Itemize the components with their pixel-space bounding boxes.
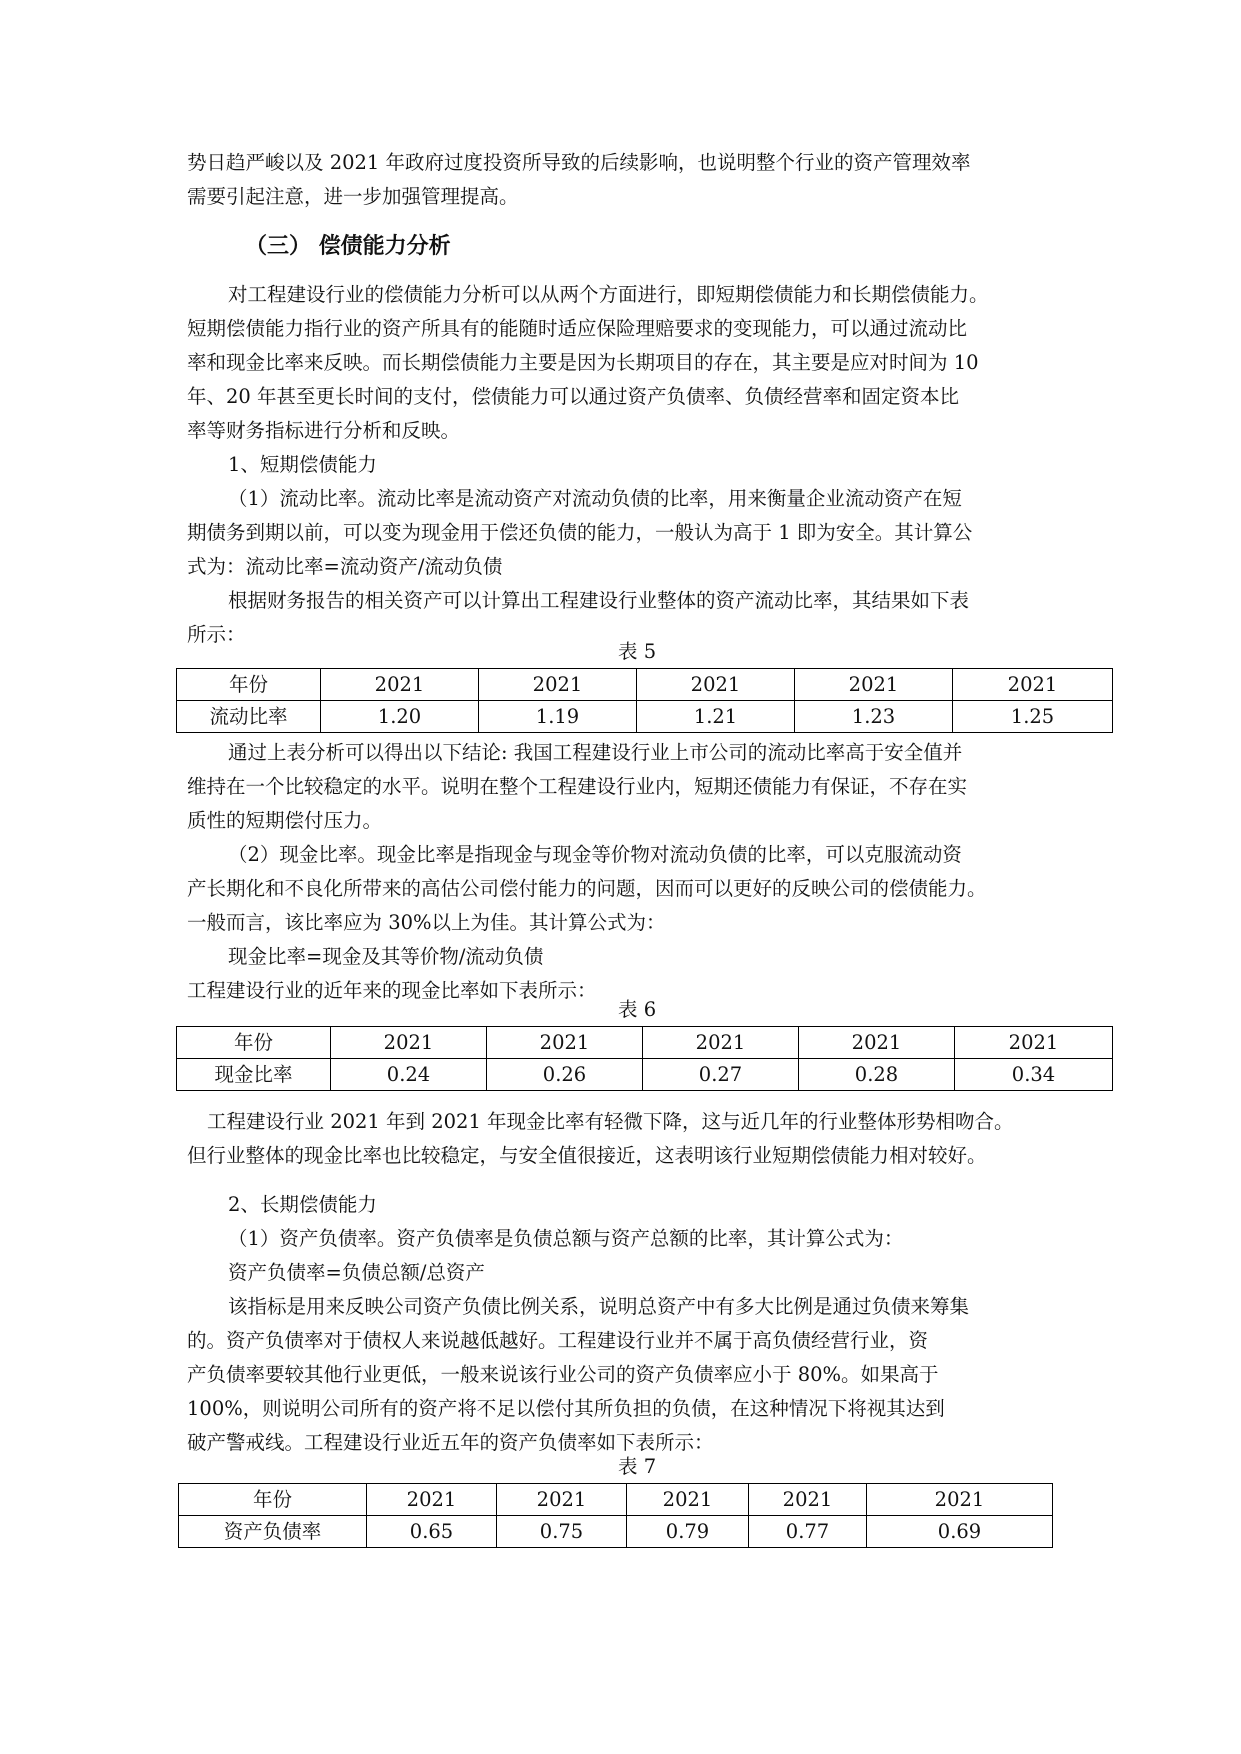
p4-line-2: 维持在一个比较稳定的水平。说明在整个工程建设行业内，短期还债能力有保证，不存在实: [187, 775, 968, 798]
table6-value: 0.34: [955, 1059, 1113, 1091]
table5-year: 2021: [953, 669, 1113, 701]
table7-value: 0.79: [627, 1516, 749, 1548]
subheading-long-term: 2、长期偿债能力: [228, 1193, 377, 1216]
p5-line-3: 一般而言，该比率应为 30%以上为佳。其计算公式为：: [187, 911, 666, 934]
p9-line-3: 产负债率要较其他行业更低，一般来说该行业公司的资产负债率应小于 80%。如果高于: [187, 1363, 939, 1386]
p2-line-3: 式为：流动比率=流动资产/流动负债: [187, 555, 503, 578]
p4-line-1: 通过上表分析可以得出以下结论: 我国工程建设行业上市公司的流动比率高于安全值并: [228, 741, 963, 764]
table5-year: 2021: [321, 669, 479, 701]
p3-line-1: 根据财务报告的相关资产可以计算出工程建设行业整体的资产流动比率，其结果如下表: [228, 589, 970, 612]
table6-header-label: 年份: [177, 1027, 331, 1059]
p1-line-5: 率等财务指标进行分析和反映。: [187, 419, 461, 442]
table6-value-row: [177, 1059, 1113, 1091]
p9-line-5: 破产警戒线。工程建设行业近五年的资产负债率如下表所示：: [187, 1431, 714, 1454]
table6-year: 2021: [799, 1027, 955, 1059]
table6-caption: 表 6: [618, 998, 657, 1021]
table6-year: 2021: [643, 1027, 799, 1059]
table5-header-row: [177, 669, 1113, 701]
p1-line-4: 年、20 年甚至更长时间的支付，偿债能力可以通过资产负债率、负债经营率和固定资本比: [187, 385, 960, 408]
table6-year: 2021: [487, 1027, 643, 1059]
formula-cash-ratio: 现金比率=现金及其等价物/流动负债: [228, 945, 544, 968]
p1-line-2: 短期偿债能力指行业的资产所具有的能随时适应保险理赔要求的变现能力，可以通过流动比: [187, 317, 968, 340]
table5-value: 1.23: [795, 701, 953, 733]
table7-value: 0.75: [497, 1516, 627, 1548]
p9-line-2: 的。资产负债率对于债权人来说越低越好。工程建设行业并不属于高负债经营行业，资: [187, 1329, 929, 1352]
intro-line-1: 势日趋严峻以及 2021 年政府过度投资所导致的后续影响，也说明整个行业的资产管理效率: [187, 151, 971, 174]
section-heading: （三） 偿债能力分析: [245, 234, 451, 259]
p8-line: （1）资产负债率。资产负债率是负债总额与资产总额的比率，其计算公式为：: [228, 1227, 904, 1250]
p9-line-4: 100%，则说明公司所有的资产将不足以偿付其所负担的负债，在这种情况下将视其达到: [187, 1397, 945, 1420]
p6-line: 工程建设行业的近年来的现金比率如下表所示：: [187, 979, 597, 1002]
table5-header-label: 年份: [177, 669, 321, 701]
table5-year: 2021: [637, 669, 795, 701]
table6-year: 2021: [331, 1027, 487, 1059]
p3-line-2: 所示：: [187, 623, 246, 646]
table5-year: 2021: [795, 669, 953, 701]
table7-year: 2021: [497, 1484, 627, 1516]
table6-value: 0.26: [487, 1059, 643, 1091]
table7-value-row: [179, 1516, 1053, 1548]
table7-value: 0.77: [749, 1516, 867, 1548]
intro-line-2: 需要引起注意，进一步加强管理提高。: [187, 185, 519, 208]
table5-row-label: 流动比率: [177, 701, 321, 733]
table5-value: 1.19: [479, 701, 637, 733]
table6-year: 2021: [955, 1027, 1113, 1059]
table6-header-row: [177, 1027, 1113, 1059]
table7-value: 0.65: [367, 1516, 497, 1548]
p9-line-1: 该指标是用来反映公司资产负债比例关系，说明总资产中有多大比例是通过负债来筹集: [228, 1295, 970, 1318]
table5-value: 1.21: [637, 701, 795, 733]
table7-year: 2021: [867, 1484, 1053, 1516]
table5: [176, 668, 1113, 733]
table7-caption: 表 7: [618, 1455, 657, 1478]
table5-value: 1.25: [953, 701, 1113, 733]
p2-line-1: （1）流动比率。流动比率是流动资产对流动负债的比率，用来衡量企业流动资产在短: [228, 487, 962, 510]
p5-line-2: 产长期化和不良化所带来的高估公司偿付能力的问题，因而可以更好的反映公司的偿债能力。: [187, 877, 987, 900]
table6-value: 0.28: [799, 1059, 955, 1091]
table6-value: 0.27: [643, 1059, 799, 1091]
table7-year: 2021: [749, 1484, 867, 1516]
table7-value: 0.69: [867, 1516, 1053, 1548]
table5-value: 1.20: [321, 701, 479, 733]
table7: [178, 1483, 1053, 1548]
table7-row-label: 资产负债率: [179, 1516, 367, 1548]
p5-line-1: （2）现金比率。现金比率是指现金与现金等价物对流动负债的比率，可以克服流动资: [228, 843, 962, 866]
table6: [176, 1026, 1113, 1091]
table5-caption: 表 5: [618, 640, 657, 663]
table5-value-row: [177, 701, 1113, 733]
table7-header-row: [179, 1484, 1053, 1516]
p4-line-3: 质性的短期偿付压力。: [187, 809, 383, 832]
table7-header-label: 年份: [179, 1484, 367, 1516]
p2-line-2: 期债务到期以前，可以变为现金用于偿还负债的能力，一般认为高于 1 即为安全。其计算公: [187, 521, 973, 544]
subheading-short-term: 1、短期偿债能力: [228, 453, 377, 476]
table7-year: 2021: [627, 1484, 749, 1516]
p7-line-1: 工程建设行业 2021 年到 2021 年现金比率有轻微下降，这与近几年的行业整体形势相吻合。: [207, 1110, 1014, 1133]
formula-debt-ratio: 资产负债率=负债总额/总资产: [228, 1261, 485, 1284]
p1-line-1: 对工程建设行业的偿债能力分析可以从两个方面进行，即短期偿债能力和长期偿债能力。: [228, 283, 989, 306]
table7-year: 2021: [367, 1484, 497, 1516]
p7-line-2: 但行业整体的现金比率也比较稳定，与安全值很接近，这表明该行业短期偿债能力相对较好。: [187, 1144, 987, 1167]
table5-year: 2021: [479, 669, 637, 701]
p1-line-3: 率和现金比率来反映。而长期偿债能力主要是因为长期项目的存在，其主要是应对时间为 10: [187, 351, 979, 374]
table6-value: 0.24: [331, 1059, 487, 1091]
table6-row-label: 现金比率: [177, 1059, 331, 1091]
